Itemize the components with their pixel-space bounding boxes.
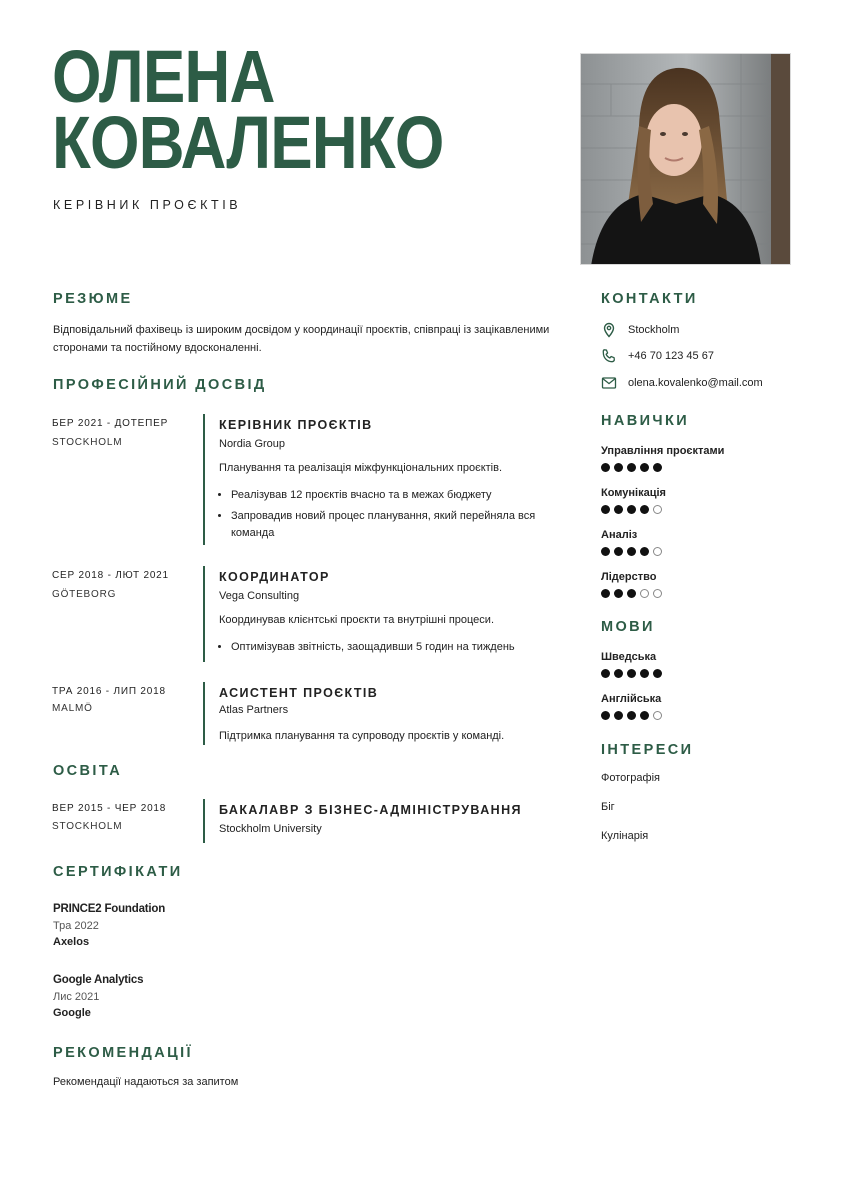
- experience-org: Atlas Partners: [219, 704, 289, 716]
- rating-dot-filled: [614, 463, 623, 472]
- name-last: КОВАЛЕНКО: [52, 101, 444, 184]
- skill-name: Лідерство: [601, 571, 657, 583]
- language-item: [601, 651, 666, 678]
- certificate-name: Google Analytics: [53, 974, 144, 986]
- experience-desc: Координував клієнтські проєкти та внутрішні процеси.: [219, 614, 494, 626]
- rating-dot-filled: [640, 505, 649, 514]
- skill-rating: [601, 505, 666, 514]
- certificate-date: Тра 2022: [53, 920, 99, 932]
- skill-item: [601, 487, 666, 514]
- timeline-bar: [203, 682, 205, 745]
- bullet-item: • Оптимізував звітність, заощадивши 5 годин на тиждень: [231, 639, 569, 656]
- experience-title: АСИСТЕНТ ПРОЄКТІВ: [219, 686, 379, 700]
- language-name: Англійська: [601, 693, 662, 705]
- rating-dot-filled: [627, 589, 636, 598]
- rating-dot-empty: [653, 547, 662, 556]
- rating-dot-filled: [601, 463, 610, 472]
- certificate-date: Лис 2021: [53, 991, 100, 1003]
- timeline-bar: [203, 799, 205, 843]
- summary-line-2: сторонами та постійному вдосконаленні.: [53, 342, 262, 354]
- portrait-image: [581, 54, 791, 265]
- experience-location: GÖTEBORG: [52, 589, 117, 600]
- rating-dot-filled: [640, 547, 649, 556]
- languages-heading: МОВИ: [601, 619, 655, 635]
- summary-text: [53, 321, 573, 357]
- references-heading: РЕКОМЕНДАЦІЇ: [53, 1045, 193, 1061]
- rating-dot-filled: [627, 547, 636, 556]
- language-rating: [601, 711, 666, 720]
- experience-location: MALMÖ: [52, 703, 93, 714]
- rating-dot-filled: [627, 463, 636, 472]
- contact-phone-text: +46 70 123 45 67: [628, 350, 714, 362]
- rating-dot-filled: [614, 505, 623, 514]
- contact-location-text: Stockholm: [628, 324, 680, 336]
- rating-dot-filled: [627, 669, 636, 678]
- timeline-bar: [203, 414, 205, 545]
- rating-dot-empty: [653, 711, 662, 720]
- skill-rating: [601, 547, 666, 556]
- experience-desc: Планування та реалізація міжфункціональних проєктів.: [219, 462, 503, 474]
- skills-heading: НАВИЧКИ: [601, 413, 690, 429]
- rating-dot-filled: [614, 547, 623, 556]
- timeline-bar: [203, 566, 205, 662]
- education-org: Stockholm University: [219, 823, 322, 835]
- skill-name: Комунікація: [601, 487, 666, 499]
- rating-dot-filled: [601, 711, 610, 720]
- education-title: БАКАЛАВР З БІЗНЕС-АДМІНІСТРУВАННЯ: [219, 803, 522, 817]
- certificate-item: [53, 974, 143, 1019]
- rating-dot-empty: [653, 589, 662, 598]
- experience-heading: ПРОФЕСІЙНИЙ ДОСВІД: [53, 377, 267, 393]
- profile-photo: [580, 53, 791, 265]
- rating-dot-filled: [627, 505, 636, 514]
- name-first: ОЛЕНА: [52, 35, 275, 118]
- rating-dot-filled: [653, 669, 662, 678]
- language-item: [601, 693, 666, 720]
- rating-dot-filled: [614, 589, 623, 598]
- mail-icon: [601, 375, 617, 391]
- experience-org: Nordia Group: [219, 438, 286, 450]
- rating-dot-filled: [614, 711, 623, 720]
- contacts-heading: КОНТАКТИ: [601, 291, 698, 307]
- certificate-issuer: Axelos: [53, 936, 90, 948]
- rating-dot-filled: [640, 711, 649, 720]
- certificate-issuer: Google: [53, 1007, 91, 1019]
- rating-dot-empty: [640, 589, 649, 598]
- interest-item: Біг: [601, 801, 615, 813]
- interest-item: Кулінарія: [601, 830, 649, 842]
- skill-item: [601, 529, 666, 556]
- contact-email[interactable]: [601, 374, 763, 392]
- interests-heading: ІНТЕРЕСИ: [601, 742, 694, 758]
- summary-heading: РЕЗЮМЕ: [53, 291, 133, 307]
- certificate-item: [53, 903, 165, 948]
- experience-title: КООРДИНАТОР: [219, 570, 330, 584]
- summary-line-1: Відповідальний фахівець із широким досвідом у координації проєктів, співпраці із зацікавленими: [53, 324, 550, 336]
- experience-org: Vega Consulting: [219, 590, 300, 602]
- rating-dot-filled: [601, 547, 610, 556]
- references-text: Рекомендації надаються за запитом: [53, 1076, 239, 1088]
- skill-name: Аналіз: [601, 529, 638, 541]
- rating-dot-filled: [653, 463, 662, 472]
- contact-location: [601, 321, 679, 339]
- experience-title: КЕРІВНИК ПРОЄКТІВ: [219, 418, 373, 432]
- rating-dot-filled: [614, 669, 623, 678]
- rating-dot-filled: [640, 463, 649, 472]
- rating-dot-empty: [653, 505, 662, 514]
- experience-bullets: [219, 487, 569, 542]
- experience-dates: БЕР 2021 - ДОТЕПЕР: [52, 418, 169, 429]
- rating-dot-filled: [640, 669, 649, 678]
- education-dates: ВЕР 2015 - ЧЕР 2018: [52, 803, 167, 814]
- skill-item: [601, 571, 666, 598]
- contact-phone[interactable]: [601, 347, 714, 365]
- language-rating: [601, 669, 666, 678]
- rating-dot-filled: [601, 505, 610, 514]
- experience-desc: Підтримка планування та супроводу проєктів у команді.: [219, 730, 505, 742]
- language-name: Шведська: [601, 651, 657, 663]
- skill-rating: [601, 589, 666, 598]
- experience-dates: ТРА 2016 - ЛИП 2018: [52, 686, 166, 697]
- skill-name: Управління проєктами: [601, 445, 725, 457]
- education-location: STOCKHOLM: [52, 821, 123, 832]
- job-title: КЕРІВНИК ПРОЄКТІВ: [53, 198, 242, 212]
- skill-item: [601, 445, 724, 472]
- certificate-name: PRINCE2 Foundation: [53, 903, 166, 915]
- contact-email-text: olena.kovalenko@mail.com: [628, 377, 763, 389]
- phone-icon: [601, 348, 617, 364]
- certificates-heading: СЕРТИФІКАТИ: [53, 864, 183, 880]
- candidate-name: [52, 35, 444, 184]
- interest-item: Фотографія: [601, 772, 660, 784]
- rating-dot-filled: [601, 589, 610, 598]
- education-heading: ОСВІТА: [53, 763, 123, 779]
- bullet-item: • Реалізував 12 проєктів вчасно та в межах бюджету: [231, 487, 569, 504]
- experience-dates: СЕР 2018 - ЛЮТ 2021: [52, 570, 169, 581]
- skill-rating: [601, 463, 724, 472]
- experience-location: STOCKHOLM: [52, 437, 123, 448]
- map-pin-icon: [601, 322, 617, 338]
- experience-bullets: [219, 639, 569, 656]
- rating-dot-filled: [601, 669, 610, 678]
- bullet-item: • Запровадив новий процес планування, який перейняла вся команда: [231, 508, 569, 542]
- rating-dot-filled: [627, 711, 636, 720]
